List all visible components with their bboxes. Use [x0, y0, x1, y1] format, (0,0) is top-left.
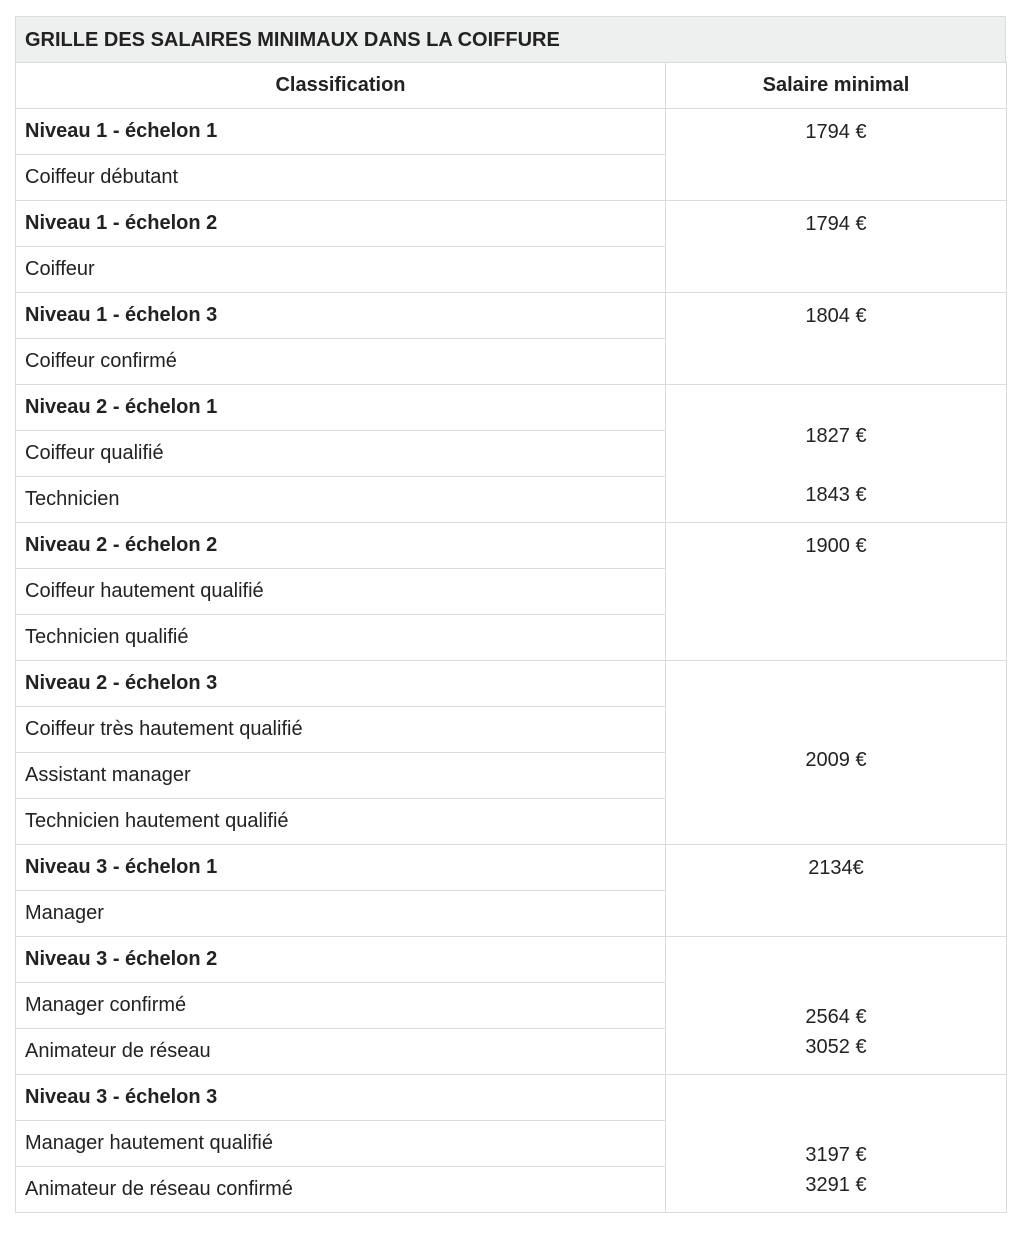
job-label: Manager hautement qualifié [16, 1121, 666, 1167]
level-label: Niveau 2 - échelon 3 [16, 661, 666, 707]
header-row [16, 63, 1007, 109]
salary-table-container [15, 16, 1006, 1213]
salary-cell [666, 523, 1007, 661]
salary-value: 3052 € [805, 1036, 867, 1058]
job-label: Animateur de réseau [16, 1029, 666, 1075]
salary-value: 1794 € [805, 121, 867, 143]
job-label: Manager [16, 891, 666, 937]
salary-cell [666, 845, 1007, 937]
salary-value: 3291 € [805, 1174, 867, 1196]
table-row [16, 201, 1007, 247]
job-label: Coiffeur très hautement qualifié [16, 707, 666, 753]
salary-value: 2564 € [805, 1006, 867, 1028]
salary-value: 2134€ [808, 857, 864, 879]
job-label: Technicien hautement qualifié [16, 799, 666, 845]
level-label: Niveau 3 - échelon 1 [16, 845, 666, 891]
salary-cell [666, 109, 1007, 201]
salary-value: 1900 € [805, 535, 867, 557]
salary-value: 1794 € [805, 213, 867, 235]
salary-table [15, 62, 1007, 1213]
job-label: Assistant manager [16, 753, 666, 799]
job-label: Coiffeur confirmé [16, 339, 666, 385]
salary-cell [666, 201, 1007, 293]
job-label: Coiffeur qualifié [16, 431, 666, 477]
salary-value: 3197 € [805, 1144, 867, 1166]
job-label: Coiffeur hautement qualifié [16, 569, 666, 615]
table-row [16, 293, 1007, 339]
table-row [16, 937, 1007, 983]
table-row [16, 1075, 1007, 1121]
salary-cell [666, 1075, 1007, 1213]
salary-value: 1804 € [805, 305, 867, 327]
level-label: Niveau 2 - échelon 1 [16, 385, 666, 431]
classification-header: Classification [16, 63, 666, 109]
salary-cell [666, 293, 1007, 385]
salary-header: Salaire minimal [666, 63, 1007, 109]
table-row [16, 109, 1007, 155]
job-label: Animateur de réseau confirmé [16, 1167, 666, 1213]
job-label: Manager confirmé [16, 983, 666, 1029]
level-label: Niveau 3 - échelon 2 [16, 937, 666, 983]
job-label: Technicien qualifié [16, 615, 666, 661]
table-row [16, 845, 1007, 891]
level-label: Niveau 3 - échelon 3 [16, 1075, 666, 1121]
table-row [16, 523, 1007, 569]
salary-value: 1843 € [805, 484, 867, 506]
level-label: Niveau 1 - échelon 2 [16, 201, 666, 247]
salary-value: 1827 € [805, 425, 867, 447]
table-row [16, 661, 1007, 707]
salary-cell [666, 385, 1007, 523]
level-label: Niveau 2 - échelon 2 [16, 523, 666, 569]
salary-value: 2009 € [805, 748, 867, 771]
job-label: Technicien [16, 477, 666, 523]
level-label: Niveau 1 - échelon 3 [16, 293, 666, 339]
table-title: GRILLE DES SALAIRES MINIMAUX DANS LA COIFFURE [15, 16, 1006, 62]
job-label: Coiffeur [16, 247, 666, 293]
salary-cell [666, 661, 1007, 845]
salary-cell [666, 937, 1007, 1075]
job-label: Coiffeur débutant [16, 155, 666, 201]
table-row [16, 385, 1007, 431]
level-label: Niveau 1 - échelon 1 [16, 109, 666, 155]
